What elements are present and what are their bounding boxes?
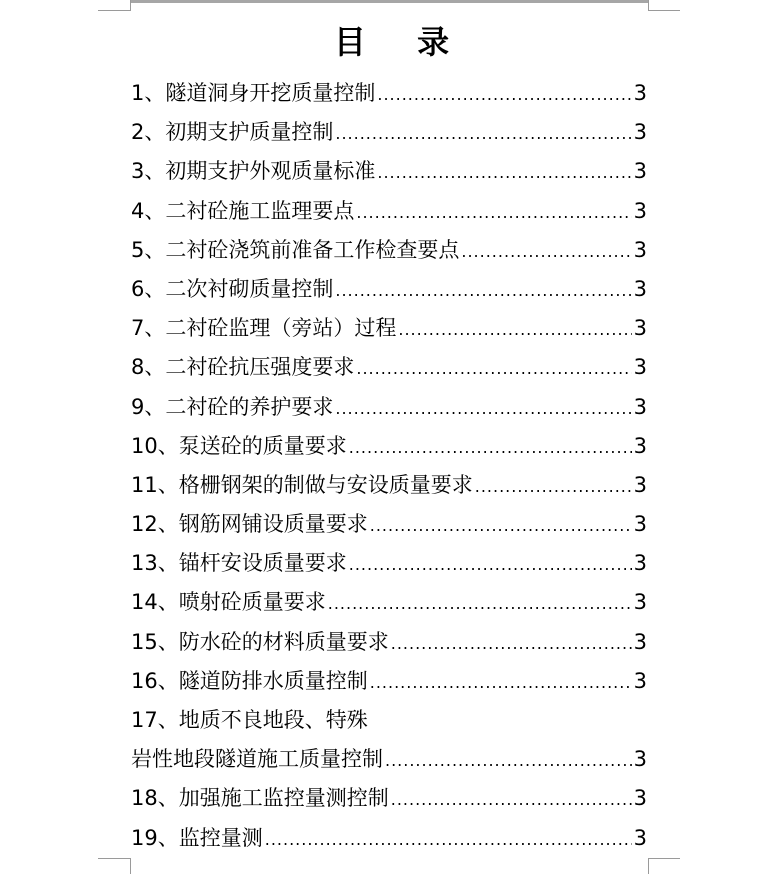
crop-mark-top-right-v [648,0,649,11]
toc-entry-11[interactable] [131,466,647,505]
toc-entry-page: 3 [633,394,647,419]
toc-entry-label: 1、隧道洞身开挖质量控制 [131,81,376,105]
crop-mark-bottom-right-v [648,858,649,874]
dot-leader [349,545,632,584]
toc-entry-label: 11、格栅钢架的制做与安设质量要求 [131,472,473,497]
dot-leader [398,310,631,349]
crop-mark-bottom-right-h [648,858,680,859]
dot-leader [370,663,632,702]
toc-entry-17-continuation[interactable] [131,740,647,779]
toc-entry-label: 14、喷射砼质量要求 [131,590,326,615]
toc-entry-label: 2、初期支护质量控制 [131,120,334,145]
crop-mark-top-left-v [130,0,131,11]
dot-leader [335,389,631,428]
toc-entry-page: 3 [633,747,647,772]
toc-entry-10[interactable] [131,427,647,466]
toc-entry-label: 18、加强施工监控量测控制 [131,786,389,811]
page-top-edge [130,0,648,3]
dot-leader [377,153,631,192]
dot-leader [461,232,631,271]
toc-entry-page: 3 [633,276,647,301]
toc-entry-14[interactable] [131,583,647,622]
toc-entry-label: 17、地质不良地段、特殊 [131,708,368,732]
crop-mark-top-left-h [98,10,130,11]
dot-leader [370,506,632,545]
toc-entry-label-continuation: 岩性地段隧道施工质量控制 [131,747,383,772]
toc-entry-16[interactable] [131,662,647,701]
toc-title: 目 录 [333,23,470,61]
crop-mark-top-right-h [648,10,680,11]
crop-mark-bottom-left-v [130,858,131,874]
toc-entry-4[interactable] [131,192,647,231]
toc-entry-9[interactable] [131,388,647,427]
toc-entry-page: 3 [633,355,647,380]
toc-entry-2[interactable] [131,113,647,152]
toc-entry-label: 6、二次衬砌质量控制 [131,276,334,301]
dot-leader [335,271,631,310]
dot-leader [356,349,631,388]
toc-entry-label: 4、二衬砼施工监理要点 [131,198,355,223]
crop-mark-bottom-left-h [98,858,130,859]
toc-entry-page: 3 [633,786,647,811]
toc-entry-label: 12、钢筋网铺设质量要求 [131,512,368,537]
toc-entry-15[interactable] [131,623,647,662]
toc-entry-7[interactable] [131,309,647,348]
toc-entry-page: 3 [633,629,647,654]
toc-entry-3[interactable] [131,152,647,191]
toc-entry-label: 13、锚杆安设质量要求 [131,551,347,576]
dot-leader [335,114,631,153]
dot-leader [391,780,632,819]
toc-entry-label: 7、二衬砼监理（旁站）过程 [131,316,397,341]
dot-leader [385,741,632,780]
dot-leader [475,467,632,506]
toc-entry-page: 3 [633,120,647,145]
toc-entry-label: 15、防水砼的材料质量要求 [131,629,389,654]
toc-entry-page: 3 [633,433,647,458]
toc-entry-page: 3 [633,198,647,223]
dot-leader [377,75,631,114]
toc-entry-18[interactable] [131,779,647,818]
toc-entry-17[interactable] [131,701,647,740]
toc-entry-6[interactable] [131,270,647,309]
toc-entry-19[interactable] [131,819,647,858]
toc-entry-label: 8、二衬砼抗压强度要求 [131,355,355,380]
dot-leader [391,624,632,663]
toc-entry-label: 5、二衬砼浇筑前准备工作检查要点 [131,237,460,262]
toc-entry-label: 9、二衬砼的养护要求 [131,394,334,419]
table-of-contents [131,74,647,858]
toc-entry-page: 3 [633,472,647,497]
toc-entry-label: 3、初期支护外观质量标准 [131,159,376,184]
dot-leader [328,584,632,623]
toc-entry-label: 10、泵送砼的质量要求 [131,433,347,458]
toc-entry-13[interactable] [131,544,647,583]
dot-leader [356,193,631,232]
toc-entry-12[interactable] [131,505,647,544]
toc-entry-page: 3 [633,825,647,850]
toc-entry-1[interactable] [131,74,647,113]
dot-leader [265,820,632,859]
toc-entry-page: 3 [633,551,647,576]
toc-entry-page: 3 [633,316,647,341]
toc-entry-8[interactable] [131,348,647,387]
toc-entry-page: 3 [633,590,647,615]
toc-entry-page: 3 [633,512,647,537]
toc-entry-page: 3 [633,81,647,105]
toc-entry-label: 19、监控量测 [131,825,263,850]
toc-entry-page: 3 [633,237,647,262]
dot-leader [349,428,632,467]
toc-entry-5[interactable] [131,231,647,270]
toc-entry-label: 16、隧道防排水质量控制 [131,668,368,693]
toc-entry-page: 3 [633,668,647,693]
toc-entry-page: 3 [633,159,647,184]
